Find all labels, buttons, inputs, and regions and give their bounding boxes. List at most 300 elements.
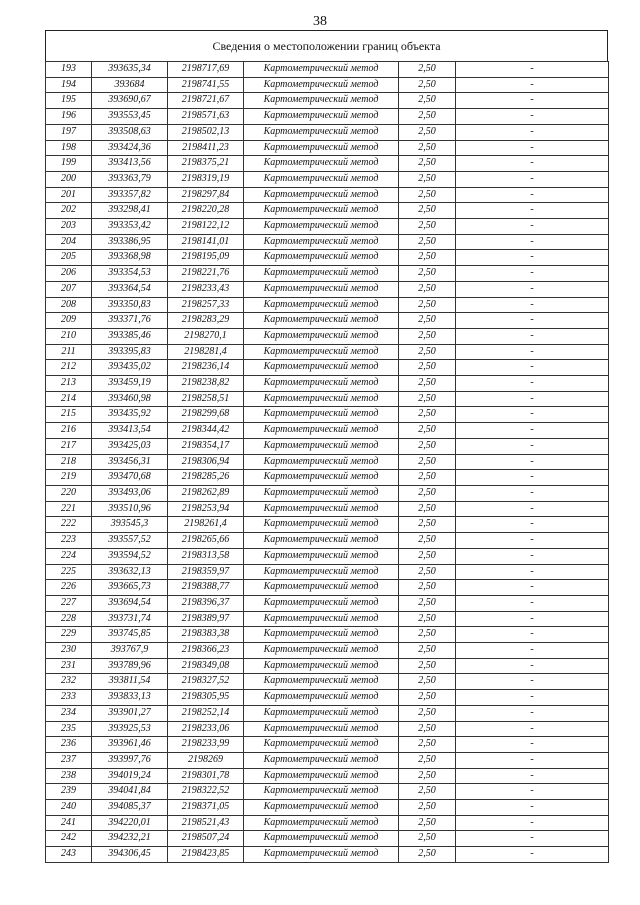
description-cell: - — [456, 297, 609, 313]
x-coordinate-cell: 393353,42 — [92, 219, 168, 235]
accuracy-cell: 2,50 — [399, 62, 456, 78]
accuracy-cell: 2,50 — [399, 297, 456, 313]
method-cell: Картометрический метод — [244, 250, 399, 266]
description-cell: - — [456, 501, 609, 517]
accuracy-cell: 2,50 — [399, 93, 456, 109]
method-cell: Картометрический метод — [244, 77, 399, 93]
y-coordinate-cell: 2198344,42 — [168, 423, 244, 439]
description-cell: - — [456, 768, 609, 784]
accuracy-cell: 2,50 — [399, 77, 456, 93]
point-number-cell: 209 — [46, 313, 92, 329]
table-row — [46, 93, 609, 109]
description-cell: - — [456, 171, 609, 187]
y-coordinate-cell: 2198388,77 — [168, 580, 244, 596]
accuracy-cell: 2,50 — [399, 564, 456, 580]
description-cell: - — [456, 611, 609, 627]
point-number-cell: 211 — [46, 344, 92, 360]
accuracy-cell: 2,50 — [399, 470, 456, 486]
x-coordinate-cell: 393298,41 — [92, 203, 168, 219]
y-coordinate-cell: 2198383,38 — [168, 627, 244, 643]
method-cell: Картометрический метод — [244, 470, 399, 486]
table-row — [46, 360, 609, 376]
coordinates-table-body — [46, 62, 609, 863]
table-row — [46, 501, 609, 517]
point-number-cell: 226 — [46, 580, 92, 596]
point-number-cell: 239 — [46, 784, 92, 800]
y-coordinate-cell: 2198265,66 — [168, 533, 244, 549]
description-cell: - — [456, 548, 609, 564]
accuracy-cell: 2,50 — [399, 250, 456, 266]
method-cell: Картометрический метод — [244, 376, 399, 392]
y-coordinate-cell: 2198253,94 — [168, 501, 244, 517]
method-cell: Картометрический метод — [244, 281, 399, 297]
point-number-cell: 222 — [46, 517, 92, 533]
method-cell: Картометрический метод — [244, 423, 399, 439]
y-coordinate-cell: 2198521,43 — [168, 815, 244, 831]
point-number-cell: 200 — [46, 171, 92, 187]
accuracy-cell: 2,50 — [399, 266, 456, 282]
point-number-cell: 196 — [46, 109, 92, 125]
x-coordinate-cell: 393435,02 — [92, 360, 168, 376]
point-number-cell: 229 — [46, 627, 92, 643]
point-number-cell: 197 — [46, 124, 92, 140]
y-coordinate-cell: 2198270,1 — [168, 328, 244, 344]
x-coordinate-cell: 394232,21 — [92, 831, 168, 847]
x-coordinate-cell: 393545,3 — [92, 517, 168, 533]
x-coordinate-cell: 393413,54 — [92, 423, 168, 439]
y-coordinate-cell: 2198502,13 — [168, 124, 244, 140]
point-number-cell: 240 — [46, 800, 92, 816]
x-coordinate-cell: 393684 — [92, 77, 168, 93]
method-cell: Картометрический метод — [244, 643, 399, 659]
method-cell: Картометрический метод — [244, 93, 399, 109]
point-number-cell: 237 — [46, 752, 92, 768]
y-coordinate-cell: 2198238,82 — [168, 376, 244, 392]
x-coordinate-cell: 393789,96 — [92, 658, 168, 674]
y-coordinate-cell: 2198262,89 — [168, 485, 244, 501]
description-cell: - — [456, 187, 609, 203]
table-row — [46, 250, 609, 266]
table-row — [46, 721, 609, 737]
y-coordinate-cell: 2198411,23 — [168, 140, 244, 156]
page-number: 38 — [313, 14, 327, 29]
accuracy-cell: 2,50 — [399, 752, 456, 768]
y-coordinate-cell: 2198389,97 — [168, 611, 244, 627]
method-cell: Картометрический метод — [244, 501, 399, 517]
table-row — [46, 344, 609, 360]
table-row — [46, 423, 609, 439]
description-cell: - — [456, 470, 609, 486]
description-cell: - — [456, 203, 609, 219]
table-row — [46, 77, 609, 93]
x-coordinate-cell: 393811,54 — [92, 674, 168, 690]
y-coordinate-cell: 2198233,43 — [168, 281, 244, 297]
table-row — [46, 768, 609, 784]
x-coordinate-cell: 393413,56 — [92, 156, 168, 172]
method-cell: Картометрический метод — [244, 266, 399, 282]
method-cell: Картометрический метод — [244, 768, 399, 784]
table-row — [46, 391, 609, 407]
accuracy-cell: 2,50 — [399, 140, 456, 156]
table-row — [46, 533, 609, 549]
description-cell: - — [456, 62, 609, 78]
accuracy-cell: 2,50 — [399, 423, 456, 439]
point-number-cell: 193 — [46, 62, 92, 78]
y-coordinate-cell: 2198195,09 — [168, 250, 244, 266]
method-cell: Картометрический метод — [244, 187, 399, 203]
y-coordinate-cell: 2198366,23 — [168, 643, 244, 659]
table-row — [46, 611, 609, 627]
method-cell: Картометрический метод — [244, 564, 399, 580]
y-coordinate-cell: 2198261,4 — [168, 517, 244, 533]
x-coordinate-cell: 393460,98 — [92, 391, 168, 407]
method-cell: Картометрический метод — [244, 109, 399, 125]
accuracy-cell: 2,50 — [399, 124, 456, 140]
description-cell: - — [456, 140, 609, 156]
accuracy-cell: 2,50 — [399, 705, 456, 721]
x-coordinate-cell: 394019,24 — [92, 768, 168, 784]
accuracy-cell: 2,50 — [399, 234, 456, 250]
point-number-cell: 217 — [46, 438, 92, 454]
description-cell: - — [456, 281, 609, 297]
description-cell: - — [456, 376, 609, 392]
point-number-cell: 224 — [46, 548, 92, 564]
point-number-cell: 195 — [46, 93, 92, 109]
x-coordinate-cell: 393493,06 — [92, 485, 168, 501]
x-coordinate-cell: 393435,92 — [92, 407, 168, 423]
x-coordinate-cell: 393395,83 — [92, 344, 168, 360]
accuracy-cell: 2,50 — [399, 690, 456, 706]
x-coordinate-cell: 393635,34 — [92, 62, 168, 78]
x-coordinate-cell: 393767,9 — [92, 643, 168, 659]
method-cell: Картометрический метод — [244, 62, 399, 78]
accuracy-cell: 2,50 — [399, 517, 456, 533]
accuracy-cell: 2,50 — [399, 391, 456, 407]
table-row — [46, 517, 609, 533]
accuracy-cell: 2,50 — [399, 737, 456, 753]
y-coordinate-cell: 2198233,99 — [168, 737, 244, 753]
y-coordinate-cell: 2198236,14 — [168, 360, 244, 376]
description-cell: - — [456, 360, 609, 376]
point-number-cell: 210 — [46, 328, 92, 344]
point-number-cell: 219 — [46, 470, 92, 486]
y-coordinate-cell: 2198354,17 — [168, 438, 244, 454]
table-row — [46, 595, 609, 611]
description-cell: - — [456, 674, 609, 690]
y-coordinate-cell: 2198359,97 — [168, 564, 244, 580]
y-coordinate-cell: 2198313,58 — [168, 548, 244, 564]
description-cell: - — [456, 485, 609, 501]
x-coordinate-cell: 393690,67 — [92, 93, 168, 109]
point-number-cell: 221 — [46, 501, 92, 517]
x-coordinate-cell: 393557,52 — [92, 533, 168, 549]
method-cell: Картометрический метод — [244, 595, 399, 611]
accuracy-cell: 2,50 — [399, 800, 456, 816]
method-cell: Картометрический метод — [244, 831, 399, 847]
method-cell: Картометрический метод — [244, 171, 399, 187]
point-number-cell: 231 — [46, 658, 92, 674]
table-row — [46, 658, 609, 674]
method-cell: Картометрический метод — [244, 658, 399, 674]
method-cell: Картометрический метод — [244, 328, 399, 344]
description-cell: - — [456, 93, 609, 109]
description-cell: - — [456, 847, 609, 863]
y-coordinate-cell: 2198283,29 — [168, 313, 244, 329]
table-row — [46, 548, 609, 564]
description-cell: - — [456, 313, 609, 329]
y-coordinate-cell: 2198299,68 — [168, 407, 244, 423]
x-coordinate-cell: 393425,03 — [92, 438, 168, 454]
y-coordinate-cell: 2198319,19 — [168, 171, 244, 187]
point-number-cell: 215 — [46, 407, 92, 423]
accuracy-cell: 2,50 — [399, 831, 456, 847]
x-coordinate-cell: 393385,46 — [92, 328, 168, 344]
method-cell: Картометрический метод — [244, 313, 399, 329]
description-cell: - — [456, 109, 609, 125]
point-number-cell: 214 — [46, 391, 92, 407]
x-coordinate-cell: 393961,46 — [92, 737, 168, 753]
description-cell: - — [456, 815, 609, 831]
method-cell: Картометрический метод — [244, 721, 399, 737]
method-cell: Картометрический метод — [244, 533, 399, 549]
description-cell: - — [456, 800, 609, 816]
y-coordinate-cell: 2198269 — [168, 752, 244, 768]
y-coordinate-cell: 2198327,52 — [168, 674, 244, 690]
table-row — [46, 376, 609, 392]
table-row — [46, 564, 609, 580]
accuracy-cell: 2,50 — [399, 643, 456, 659]
y-coordinate-cell: 2198507,24 — [168, 831, 244, 847]
point-number-cell: 225 — [46, 564, 92, 580]
accuracy-cell: 2,50 — [399, 344, 456, 360]
x-coordinate-cell: 393350,83 — [92, 297, 168, 313]
point-number-cell: 233 — [46, 690, 92, 706]
table-row — [46, 140, 609, 156]
description-cell: - — [456, 752, 609, 768]
description-cell: - — [456, 156, 609, 172]
accuracy-cell: 2,50 — [399, 313, 456, 329]
y-coordinate-cell: 2198122,12 — [168, 219, 244, 235]
table-row — [46, 124, 609, 140]
description-cell: - — [456, 580, 609, 596]
point-number-cell: 205 — [46, 250, 92, 266]
y-coordinate-cell: 2198297,84 — [168, 187, 244, 203]
table-row — [46, 705, 609, 721]
x-coordinate-cell: 393371,76 — [92, 313, 168, 329]
x-coordinate-cell: 393553,45 — [92, 109, 168, 125]
point-number-cell: 230 — [46, 643, 92, 659]
point-number-cell: 208 — [46, 297, 92, 313]
y-coordinate-cell: 2198375,21 — [168, 156, 244, 172]
table-row — [46, 470, 609, 486]
description-cell: - — [456, 77, 609, 93]
x-coordinate-cell: 393833,13 — [92, 690, 168, 706]
method-cell: Картометрический метод — [244, 674, 399, 690]
method-cell: Картометрический метод — [244, 156, 399, 172]
point-number-cell: 242 — [46, 831, 92, 847]
method-cell: Картометрический метод — [244, 800, 399, 816]
description-cell: - — [456, 234, 609, 250]
accuracy-cell: 2,50 — [399, 203, 456, 219]
accuracy-cell: 2,50 — [399, 768, 456, 784]
point-number-cell: 228 — [46, 611, 92, 627]
accuracy-cell: 2,50 — [399, 611, 456, 627]
method-cell: Картометрический метод — [244, 611, 399, 627]
x-coordinate-cell: 393386,95 — [92, 234, 168, 250]
table-row — [46, 281, 609, 297]
method-cell: Картометрический метод — [244, 485, 399, 501]
y-coordinate-cell: 2198301,78 — [168, 768, 244, 784]
method-cell: Картометрический метод — [244, 360, 399, 376]
accuracy-cell: 2,50 — [399, 438, 456, 454]
method-cell: Картометрический метод — [244, 454, 399, 470]
accuracy-cell: 2,50 — [399, 454, 456, 470]
accuracy-cell: 2,50 — [399, 658, 456, 674]
accuracy-cell: 2,50 — [399, 533, 456, 549]
table-row — [46, 627, 609, 643]
method-cell: Картометрический метод — [244, 705, 399, 721]
method-cell: Картометрический метод — [244, 548, 399, 564]
description-cell: - — [456, 737, 609, 753]
y-coordinate-cell: 2198141,01 — [168, 234, 244, 250]
x-coordinate-cell: 393901,27 — [92, 705, 168, 721]
x-coordinate-cell: 393424,36 — [92, 140, 168, 156]
point-number-cell: 232 — [46, 674, 92, 690]
point-number-cell: 206 — [46, 266, 92, 282]
method-cell: Картометрический метод — [244, 219, 399, 235]
table-row — [46, 800, 609, 816]
description-cell: - — [456, 690, 609, 706]
description-cell: - — [456, 454, 609, 470]
point-number-cell: 227 — [46, 595, 92, 611]
table-row — [46, 485, 609, 501]
description-cell: - — [456, 658, 609, 674]
accuracy-cell: 2,50 — [399, 485, 456, 501]
table-row — [46, 219, 609, 235]
x-coordinate-cell: 394220,01 — [92, 815, 168, 831]
method-cell: Картометрический метод — [244, 847, 399, 863]
x-coordinate-cell: 393665,73 — [92, 580, 168, 596]
point-number-cell: 238 — [46, 768, 92, 784]
y-coordinate-cell: 2198741,55 — [168, 77, 244, 93]
point-number-cell: 194 — [46, 77, 92, 93]
method-cell: Картометрический метод — [244, 297, 399, 313]
y-coordinate-cell: 2198371,05 — [168, 800, 244, 816]
point-number-cell: 199 — [46, 156, 92, 172]
accuracy-cell: 2,50 — [399, 187, 456, 203]
y-coordinate-cell: 2198257,33 — [168, 297, 244, 313]
description-cell: - — [456, 517, 609, 533]
description-cell: - — [456, 533, 609, 549]
accuracy-cell: 2,50 — [399, 281, 456, 297]
point-number-cell: 235 — [46, 721, 92, 737]
accuracy-cell: 2,50 — [399, 595, 456, 611]
description-cell: - — [456, 643, 609, 659]
method-cell: Картометрический метод — [244, 815, 399, 831]
method-cell: Картометрический метод — [244, 203, 399, 219]
table-row — [46, 297, 609, 313]
method-cell: Картометрический метод — [244, 752, 399, 768]
description-cell: - — [456, 328, 609, 344]
description-cell: - — [456, 344, 609, 360]
x-coordinate-cell: 393925,53 — [92, 721, 168, 737]
y-coordinate-cell: 2198221,76 — [168, 266, 244, 282]
accuracy-cell: 2,50 — [399, 109, 456, 125]
description-cell: - — [456, 250, 609, 266]
point-number-cell: 243 — [46, 847, 92, 863]
description-cell: - — [456, 784, 609, 800]
accuracy-cell: 2,50 — [399, 815, 456, 831]
point-number-cell: 218 — [46, 454, 92, 470]
table-row — [46, 203, 609, 219]
y-coordinate-cell: 2198220,28 — [168, 203, 244, 219]
point-number-cell: 234 — [46, 705, 92, 721]
x-coordinate-cell: 393731,74 — [92, 611, 168, 627]
table-row — [46, 266, 609, 282]
description-cell: - — [456, 564, 609, 580]
x-coordinate-cell: 393508,63 — [92, 124, 168, 140]
description-cell: - — [456, 219, 609, 235]
method-cell: Картометрический метод — [244, 517, 399, 533]
accuracy-cell: 2,50 — [399, 674, 456, 690]
point-number-cell: 212 — [46, 360, 92, 376]
y-coordinate-cell: 2198322,52 — [168, 784, 244, 800]
method-cell: Картометрический метод — [244, 234, 399, 250]
method-cell: Картометрический метод — [244, 627, 399, 643]
accuracy-cell: 2,50 — [399, 501, 456, 517]
point-number-cell: 236 — [46, 737, 92, 753]
accuracy-cell: 2,50 — [399, 580, 456, 596]
method-cell: Картометрический метод — [244, 737, 399, 753]
description-cell: - — [456, 627, 609, 643]
x-coordinate-cell: 394085,37 — [92, 800, 168, 816]
y-coordinate-cell: 2198571,63 — [168, 109, 244, 125]
y-coordinate-cell: 2198717,69 — [168, 62, 244, 78]
table-row — [46, 62, 609, 78]
table-row — [46, 831, 609, 847]
table-row — [46, 171, 609, 187]
accuracy-cell: 2,50 — [399, 548, 456, 564]
accuracy-cell: 2,50 — [399, 376, 456, 392]
x-coordinate-cell: 393357,82 — [92, 187, 168, 203]
accuracy-cell: 2,50 — [399, 784, 456, 800]
description-cell: - — [456, 831, 609, 847]
table-row — [46, 674, 609, 690]
method-cell: Картометрический метод — [244, 580, 399, 596]
method-cell: Картометрический метод — [244, 690, 399, 706]
method-cell: Картометрический метод — [244, 124, 399, 140]
point-number-cell: 202 — [46, 203, 92, 219]
table-row — [46, 580, 609, 596]
method-cell: Картометрический метод — [244, 140, 399, 156]
description-cell: - — [456, 705, 609, 721]
method-cell: Картометрический метод — [244, 784, 399, 800]
table-row — [46, 438, 609, 454]
point-number-cell: 216 — [46, 423, 92, 439]
table-row — [46, 752, 609, 768]
y-coordinate-cell: 2198281,4 — [168, 344, 244, 360]
description-cell: - — [456, 423, 609, 439]
y-coordinate-cell: 2198721,67 — [168, 93, 244, 109]
point-number-cell: 203 — [46, 219, 92, 235]
accuracy-cell: 2,50 — [399, 407, 456, 423]
coordinates-table — [45, 61, 609, 863]
description-cell: - — [456, 407, 609, 423]
x-coordinate-cell: 393456,31 — [92, 454, 168, 470]
x-coordinate-cell: 393459,19 — [92, 376, 168, 392]
description-cell: - — [456, 266, 609, 282]
y-coordinate-cell: 2198423,85 — [168, 847, 244, 863]
